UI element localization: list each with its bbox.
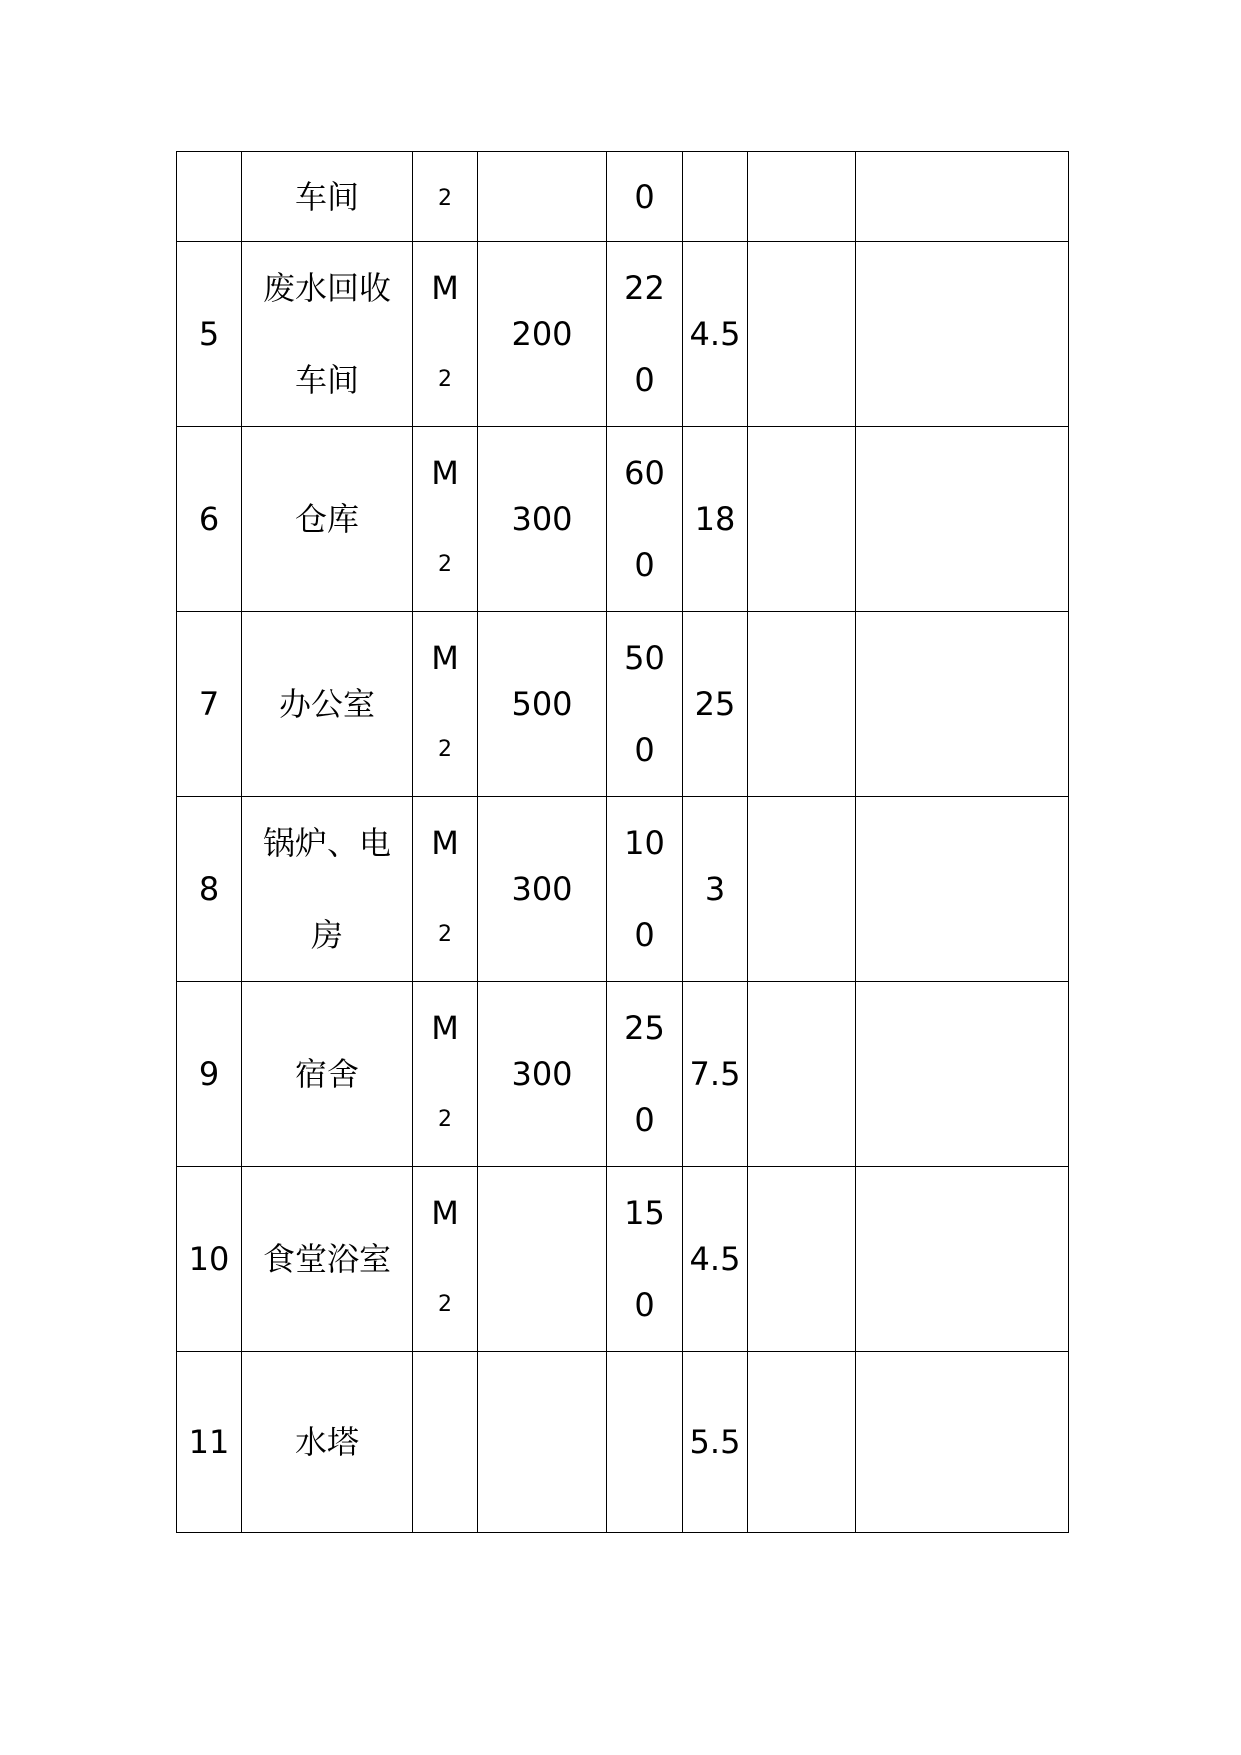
cell-blank xyxy=(748,427,856,612)
cell-value3: 5.5 xyxy=(683,1352,748,1533)
cell-name: 宿舍 xyxy=(242,982,413,1167)
cell-blank xyxy=(856,427,1069,612)
cell-value2: 150 xyxy=(607,1167,683,1352)
table-row xyxy=(177,1352,1069,1533)
cell-value1: 300 xyxy=(478,982,607,1167)
cell-name: 仓库 xyxy=(242,427,413,612)
cell-value3: 3 xyxy=(683,797,748,982)
cell-blank xyxy=(856,1352,1069,1533)
cell-blank xyxy=(748,612,856,797)
cell-no xyxy=(177,152,242,242)
cell-unit: M 2 xyxy=(413,427,478,612)
table-row xyxy=(177,1167,1069,1352)
facility-table xyxy=(176,151,1069,1533)
cell-value1: 500 xyxy=(478,612,607,797)
cell-value3: 25 xyxy=(683,612,748,797)
cell-value3 xyxy=(683,152,748,242)
cell-name: 车间 xyxy=(242,152,413,242)
cell-blank xyxy=(856,797,1069,982)
cell-value3: 7.5 xyxy=(683,982,748,1167)
cell-value1: 300 xyxy=(478,427,607,612)
cell-no: 5 xyxy=(177,242,242,427)
cell-value3: 4.5 xyxy=(683,1167,748,1352)
cell-blank xyxy=(748,1167,856,1352)
cell-no: 11 xyxy=(177,1352,242,1533)
cell-blank xyxy=(748,1352,856,1533)
cell-value3: 18 xyxy=(683,427,748,612)
cell-blank xyxy=(748,982,856,1167)
cell-no: 10 xyxy=(177,1167,242,1352)
cell-unit: M 2 xyxy=(413,982,478,1167)
cell-value2: 220 xyxy=(607,242,683,427)
cell-value2: 500 xyxy=(607,612,683,797)
cell-value2: 100 xyxy=(607,797,683,982)
cell-unit: M 2 xyxy=(413,612,478,797)
cell-value3: 4.5 xyxy=(683,242,748,427)
cell-blank xyxy=(856,982,1069,1167)
cell-value2: 0 xyxy=(607,152,683,242)
cell-blank xyxy=(748,797,856,982)
cell-no: 6 xyxy=(177,427,242,612)
cell-name: 水塔 xyxy=(242,1352,413,1533)
cell-blank xyxy=(856,612,1069,797)
cell-unit: M 2 xyxy=(413,797,478,982)
cell-no: 8 xyxy=(177,797,242,982)
cell-no: 7 xyxy=(177,612,242,797)
cell-value1: 300 xyxy=(478,797,607,982)
cell-value1 xyxy=(478,1352,607,1533)
cell-no: 9 xyxy=(177,982,242,1167)
cell-blank xyxy=(748,242,856,427)
cell-unit xyxy=(413,1352,478,1533)
cell-value2 xyxy=(607,1352,683,1533)
table-row xyxy=(177,612,1069,797)
table-row xyxy=(177,427,1069,612)
table-row xyxy=(177,152,1069,242)
cell-value2: 600 xyxy=(607,427,683,612)
table-row xyxy=(177,242,1069,427)
cell-blank xyxy=(856,242,1069,427)
cell-unit: M 2 xyxy=(413,242,478,427)
cell-name: 锅炉、电房 xyxy=(242,797,413,982)
cell-name: 食堂浴室 xyxy=(242,1167,413,1352)
table-row xyxy=(177,797,1069,982)
cell-blank xyxy=(856,152,1069,242)
cell-unit: 2 xyxy=(413,152,478,242)
cell-blank xyxy=(748,152,856,242)
table-row xyxy=(177,982,1069,1167)
cell-value1: 200 xyxy=(478,242,607,427)
cell-name: 废水回收车间 xyxy=(242,242,413,427)
cell-value1 xyxy=(478,1167,607,1352)
cell-value2: 250 xyxy=(607,982,683,1167)
cell-blank xyxy=(856,1167,1069,1352)
cell-unit: M 2 xyxy=(413,1167,478,1352)
cell-name: 办公室 xyxy=(242,612,413,797)
cell-value1 xyxy=(478,152,607,242)
